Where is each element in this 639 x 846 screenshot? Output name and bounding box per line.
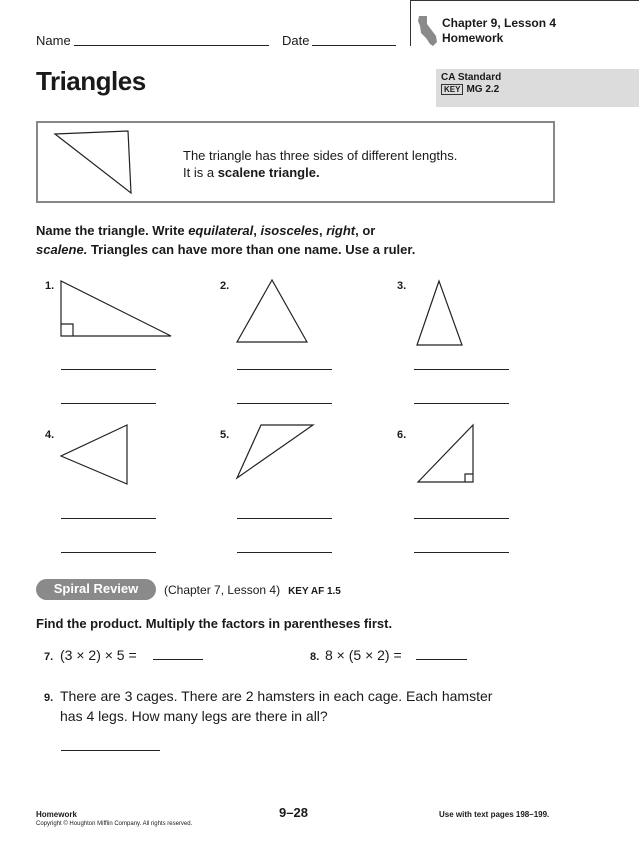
instr-isosceles: isosceles	[260, 223, 319, 238]
problem-7-text: (3 × 2) × 5 =	[60, 647, 137, 663]
problem-9-number: 9.	[44, 692, 54, 704]
problem-8-number: 8.	[310, 651, 320, 663]
triangle-6	[418, 425, 473, 482]
problem-7-number: 7.	[44, 651, 54, 663]
example-line-2-prefix: It is a	[183, 165, 218, 180]
problem-2-number: 2.	[220, 280, 230, 292]
answer-line-2a[interactable]	[237, 369, 332, 370]
key-badge: KEY	[441, 84, 463, 95]
problem-1-number: 1.	[45, 280, 55, 292]
section-label: Homework	[442, 31, 504, 45]
spiral-review-badge: Spiral Review	[36, 579, 156, 600]
instr-scalene: scalene.	[36, 242, 88, 257]
instr-part-2: , or	[355, 223, 376, 238]
instr-comma-2: ,	[319, 223, 327, 238]
footer-left: Homework	[36, 810, 77, 819]
problem-9-line-2: has 4 legs. How many legs are there in all?	[60, 708, 328, 724]
spiral-review-reference	[164, 583, 341, 597]
answer-line-1b[interactable]	[61, 403, 156, 404]
answer-line-5b[interactable]	[237, 552, 332, 553]
answer-line-4a[interactable]	[61, 518, 156, 519]
answer-line-3a[interactable]	[414, 369, 509, 370]
answer-line-4b[interactable]	[61, 552, 156, 553]
footer-copyright: Copyright © Houghton Mifflin Company. All rights reserved.	[36, 821, 193, 827]
answer-line-2b[interactable]	[237, 403, 332, 404]
triangle-5	[237, 425, 313, 478]
spiral-review-instruction: Find the product. Multiply the factors in parentheses first.	[36, 616, 393, 631]
instr-right: right	[326, 223, 356, 238]
problem-8-answer[interactable]	[416, 659, 467, 660]
answer-line-3b[interactable]	[414, 403, 509, 404]
spiral-review-chapter: (Chapter 7, Lesson 4)	[164, 583, 281, 597]
problem-9-line-1: There are 3 cages. There are 2 hamsters in each cage. Each hamster	[60, 688, 493, 704]
triangle-2	[237, 280, 307, 342]
name-label: Name	[36, 33, 71, 48]
footer-right: Use with text pages 198–199.	[439, 810, 550, 819]
page-number: 9–28	[279, 805, 308, 820]
triangle-4	[61, 425, 127, 484]
problem-8-text: 8 × (5 × 2) =	[325, 647, 402, 663]
standard-code: MG 2.2	[466, 84, 500, 95]
standard-heading: CA Standard	[441, 72, 502, 83]
example-line-1: The triangle has three sides of different lengths.	[183, 148, 458, 163]
problem-6-number: 6.	[397, 429, 407, 441]
problem-9-answer[interactable]	[61, 750, 160, 751]
date-label: Date	[282, 33, 310, 48]
answer-line-6a[interactable]	[414, 518, 509, 519]
page-title: Triangles	[36, 66, 146, 96]
instr-part-1: Name the triangle. Write	[36, 223, 189, 238]
problem-4-number: 4.	[45, 429, 55, 441]
answer-line-5a[interactable]	[237, 518, 332, 519]
instr-part-3: Triangles can have more than one name. Use a ruler.	[87, 242, 416, 257]
problem-3-number: 3.	[397, 280, 407, 292]
spiral-review-key: KEY AF 1.5	[288, 586, 341, 597]
instr-comma-1: ,	[253, 223, 261, 238]
instr-equilateral: equilateral	[188, 223, 254, 238]
chapter-lesson: Chapter 9, Lesson 4	[442, 16, 557, 30]
problem-7-answer[interactable]	[153, 659, 203, 660]
triangle-1	[61, 281, 171, 336]
triangle-3	[417, 281, 462, 345]
answer-line-1a[interactable]	[61, 369, 156, 370]
example-line-2-term: scalene triangle.	[217, 165, 320, 180]
answer-line-6b[interactable]	[414, 552, 509, 553]
problem-5-number: 5.	[220, 429, 230, 441]
